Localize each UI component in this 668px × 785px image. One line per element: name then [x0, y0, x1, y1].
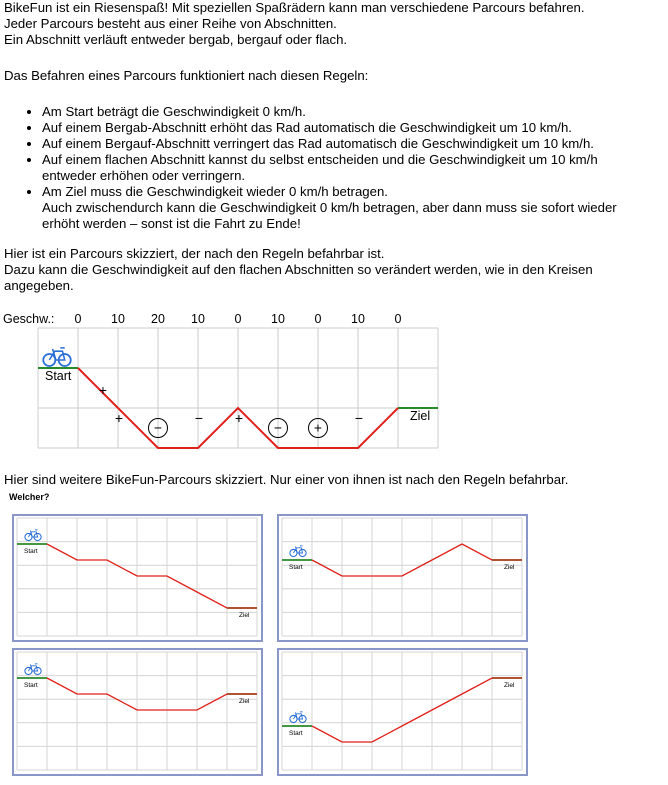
- goal-label: Ziel: [239, 698, 250, 705]
- start-label: Start: [289, 730, 303, 737]
- speed-value: 0: [394, 312, 402, 326]
- speed-value: 10: [351, 312, 365, 326]
- start-label: Start: [24, 548, 38, 555]
- example-intro-line-2: Dazu kann die Geschwindigkeit auf den flachen Abschnitten so verändert werden, wie in den Kreisen: [4, 262, 593, 277]
- option-parcours-diagram[interactable]: [277, 514, 528, 642]
- example-intro-line-3: angegeben.: [4, 278, 74, 293]
- start-label: Start: [24, 682, 38, 689]
- option-parcours-diagram[interactable]: [12, 648, 263, 776]
- rule-item: [42, 152, 662, 184]
- rule-line: Am Ziel muss die Geschwindigkeit wieder 0 km/h betragen.: [42, 184, 388, 199]
- option-parcours-diagram[interactable]: [12, 514, 263, 642]
- start-label: Start: [45, 369, 72, 383]
- speed-value: 20: [151, 312, 165, 326]
- speed-value: 10: [111, 312, 125, 326]
- bike-icon: [43, 348, 71, 366]
- sign-label: −: [194, 410, 204, 426]
- example-parcours-diagram: [0, 308, 450, 454]
- sign-label: −: [153, 419, 163, 436]
- sign-label: +: [114, 410, 124, 426]
- goal-label: Ziel: [504, 682, 515, 689]
- intro-line-3: Ein Abschnitt verläuft entweder bergab, bergauf oder flach.: [4, 32, 348, 47]
- rule-line: entweder erhöhen oder verringern.: [42, 168, 246, 183]
- speed-value: 10: [271, 312, 285, 326]
- speed-value: 0: [234, 312, 242, 326]
- goal-label: Ziel: [410, 409, 431, 423]
- rule-line: Auf einem flachen Abschnitt kannst du selbst entscheiden und die Geschwindigkeit um 10 km/h: [42, 152, 598, 167]
- sign-label: −: [354, 410, 364, 426]
- rules-intro: Das Befahren eines Parcours funktioniert nach diesen Regeln:: [4, 68, 369, 83]
- speed-value: 0: [74, 312, 82, 326]
- speed-value: 0: [314, 312, 322, 326]
- start-label: Start: [289, 564, 303, 571]
- rule-item: [42, 184, 662, 232]
- speed-value: 10: [191, 312, 205, 326]
- goal-label: Ziel: [239, 612, 250, 619]
- goal-label: Ziel: [504, 564, 515, 571]
- example-intro-line-1: Hier ist ein Parcours skizziert, der nach den Regeln befahrbar ist.: [4, 246, 385, 261]
- bike-wheel: [43, 354, 55, 366]
- rule-line: Auch zwischendurch kann die Geschwindigkeit 0 km/h betragen, aber dann muss sie sofort wieder: [42, 200, 617, 215]
- rule-line: Auf einem Bergab-Abschnitt erhöht das Rad automatisch die Geschwindigkeit um 10 km/h.: [42, 120, 572, 135]
- speed-label: Geschw.:: [3, 312, 55, 326]
- rule-line: erhöht werden – sonst ist die Fahrt zu Ende!: [42, 216, 301, 231]
- rule-item: [42, 136, 662, 152]
- sign-label: +: [313, 419, 323, 436]
- sign-label: +: [98, 382, 108, 398]
- rule-line: Am Start beträgt die Geschwindigkeit 0 km/h.: [42, 104, 306, 119]
- rule-item: [42, 120, 662, 136]
- sign-label: −: [273, 419, 283, 436]
- question-label: Welcher?: [9, 492, 50, 502]
- rule-item: [42, 104, 662, 120]
- intro-line-1: BikeFun ist ein Riesenspaß! Mit speziellen Spaßrädern kann man verschiedene Parcours befahren.: [4, 0, 585, 15]
- option-parcours-diagram[interactable]: [277, 648, 528, 776]
- rules-list: [0, 104, 662, 232]
- sign-label: +: [234, 410, 244, 426]
- more-intro: Hier sind weitere BikeFun-Parcours skizziert. Nur einer von ihnen ist nach den Regeln befahrbar.: [4, 472, 569, 487]
- rule-line: Auf einem Bergauf-Abschnitt verringert das Rad automatisch die Geschwindigkeit um 10 km/h.: [42, 136, 594, 151]
- intro-line-2: Jeder Parcours besteht aus einer Reihe von Abschnitten.: [4, 16, 337, 31]
